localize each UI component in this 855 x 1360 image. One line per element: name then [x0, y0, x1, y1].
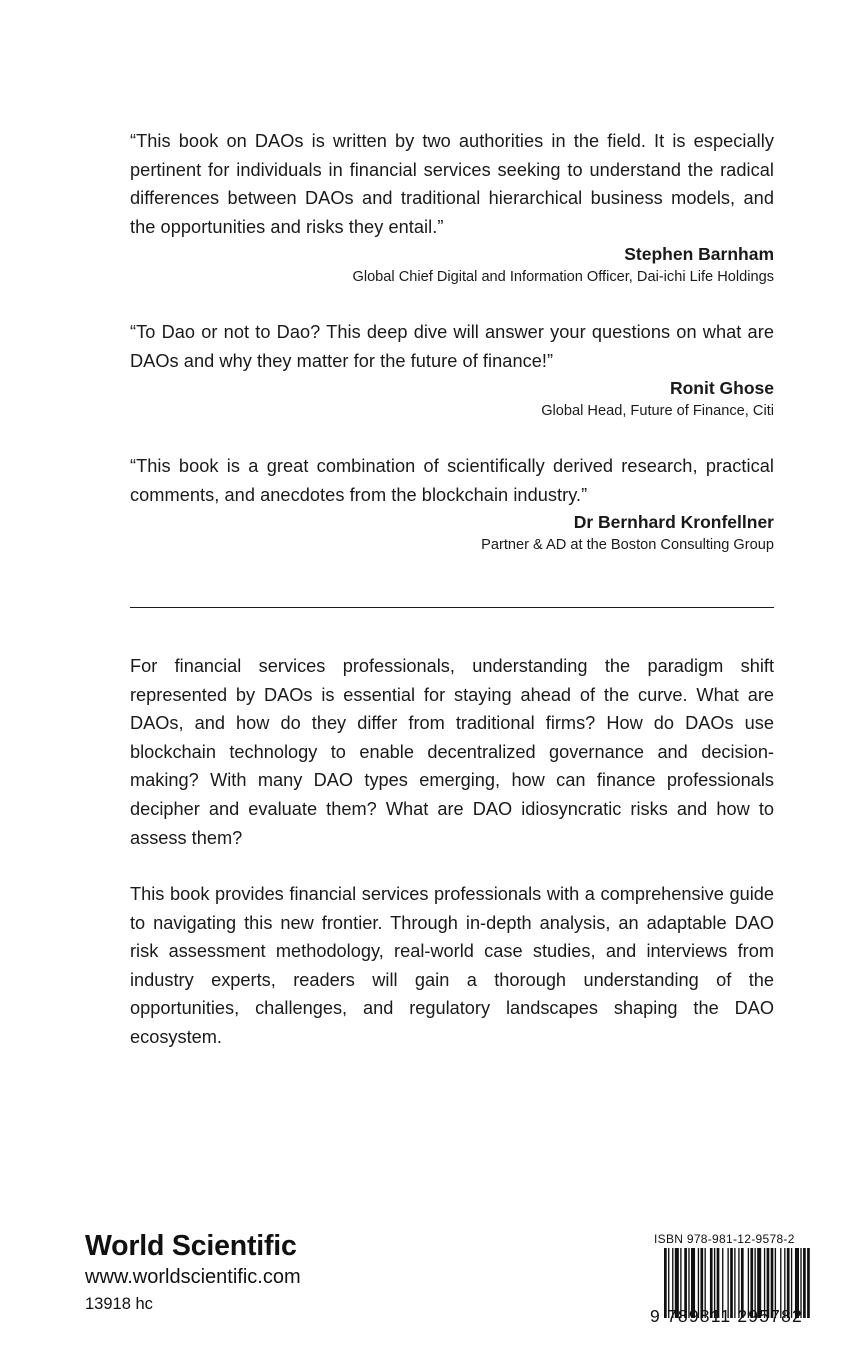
quote-text: “To Dao or not to Dao? This deep dive will answer your questions on what are DAOs and why they matter for the future of finance!”	[130, 322, 774, 371]
publisher-name: World Scientific	[85, 1230, 297, 1262]
quote-author: Dr Bernhard Kronfellner	[573, 512, 774, 532]
description-paragraph-1: For financial services professionals, understanding the paradigm shift represented by DAOs is essential for staying ahead of the curve. What are DAOs, and how do they differ from traditional firms? How do DAOs use blockchain technology to enable decentralized governance and decision-making? With many DAO types emerging, how can finance professionals decipher and evaluate them? What are DAO idiosyncratic risks and how to assess them?	[130, 656, 774, 848]
publisher-url: www.worldscientific.com	[85, 1266, 301, 1288]
quote-text: “This book on DAOs is written by two authorities in the field. It is especially pertinent for individuals in financial services seeking to understand the radical differences between DAOs and traditional hierarchical business models, and the opportunities and risks they entail.”	[130, 131, 774, 237]
quote-block-2	[130, 318, 774, 422]
isbn-barcode	[650, 1232, 812, 1326]
publisher-block	[85, 1229, 301, 1315]
quote-author-role: Global Chief Digital and Information Officer, Dai-ichi Life Holdings	[352, 269, 774, 285]
quote-author-role: Global Head, Future of Finance, Citi	[541, 403, 774, 419]
quote-block-3	[130, 452, 774, 556]
publisher-code: 13918 hc	[85, 1295, 153, 1313]
quote-author: Ronit Ghose	[669, 378, 774, 398]
quote-text: “This book is a great combination of scientifically derived research, practical comments, and anecdotes from the blockchain industry.”	[130, 456, 774, 505]
quote-author: Stephen Barnham	[624, 244, 774, 264]
barcode-digits: 9 789811 295782	[650, 1306, 803, 1326]
isbn-label: ISBN 978-981-12-9578-2	[654, 1232, 795, 1246]
description-paragraph-2: This book provides financial services professionals with a comprehensive guide to navigating this new frontier. Through in-depth analysis, an adaptable DAO risk assessment methodology, real-world case studies, and interviews from industry experts, readers will gain a thorough understanding of the opportunities, challenges, and regulatory landscapes shaping the DAO ecosystem.	[130, 884, 774, 1047]
quote-author-role: Partner & AD at the Boston Consulting Group	[481, 537, 774, 553]
quote-block-1	[130, 127, 774, 288]
book-description-2	[130, 880, 774, 1052]
book-description	[130, 652, 774, 852]
section-divider	[130, 607, 774, 608]
